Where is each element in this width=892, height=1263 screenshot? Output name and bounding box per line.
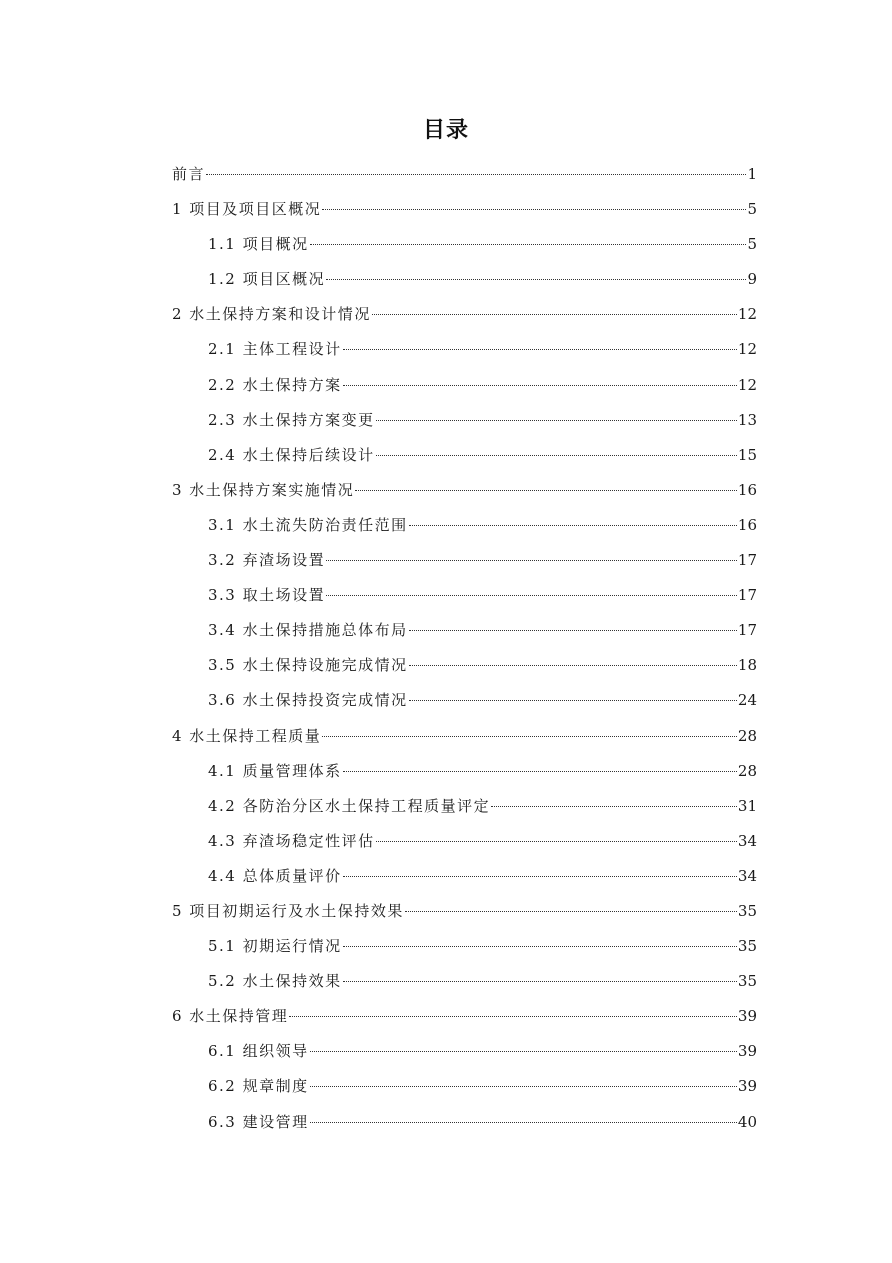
toc-entry-page-number: 35 [737,937,757,956]
toc-dot-leader [491,806,737,807]
toc-entry-page-number: 24 [737,691,757,710]
toc-entry-label: 2.3 水土保持方案变更 [208,410,375,429]
table-of-contents [0,158,892,1141]
toc-entry[interactable] [0,193,892,228]
toc-entry-page-number: 17 [737,586,757,605]
toc-entry[interactable] [0,825,892,860]
toc-dot-leader [326,595,737,596]
toc-dot-leader [376,841,737,842]
toc-entry[interactable] [0,755,892,790]
toc-entry[interactable] [0,1035,892,1070]
toc-entry-page-number: 5 [747,235,757,254]
toc-entry-label: 6.2 规章制度 [208,1077,309,1096]
toc-dot-leader [343,876,737,877]
toc-entry-page-number: 28 [737,726,757,745]
toc-dot-leader [405,911,737,912]
toc-entry[interactable] [0,965,892,1000]
toc-entry-page-number: 39 [737,1042,757,1061]
toc-dot-leader [409,525,737,526]
toc-entry-page-number: 35 [737,901,757,920]
toc-entry-label: 6 水土保持管理 [172,1007,289,1026]
toc-entry-page-number: 35 [737,972,757,991]
toc-dot-leader [326,560,737,561]
toc-entry-page-number: 39 [737,1007,757,1026]
toc-entry-label: 3.1 水土流失防治责任范围 [208,515,408,534]
toc-dot-leader [376,420,737,421]
toc-entry[interactable] [0,649,892,684]
toc-entry[interactable] [0,860,892,895]
toc-entry-page-number: 16 [737,515,757,534]
toc-dot-leader [310,1122,737,1123]
toc-entry-label: 3.5 水土保持设施完成情况 [208,656,408,675]
toc-entry-label: 5.2 水土保持效果 [208,972,342,991]
toc-entry-label: 6.3 建设管理 [208,1112,309,1131]
toc-entry-label: 5 项目初期运行及水土保持效果 [172,901,404,920]
toc-entry-label: 4.3 弃渣场稳定性评估 [208,831,375,850]
toc-dot-leader [322,736,737,737]
toc-entry-page-number: 12 [737,340,757,359]
toc-entry-page-number: 31 [737,796,757,815]
toc-entry-page-number: 39 [737,1077,757,1096]
toc-entry-label: 2 水土保持方案和设计情况 [172,305,371,324]
toc-entry-page-number: 1 [747,165,757,183]
toc-dot-leader [310,1051,737,1052]
toc-dot-leader [409,700,737,701]
toc-entry[interactable] [0,509,892,544]
toc-entry-label: 5.1 初期运行情况 [208,937,342,956]
toc-entry-page-number: 13 [737,410,757,429]
toc-entry-page-number: 17 [737,621,757,640]
toc-entry-label: 3 水土保持方案实施情况 [172,480,355,499]
toc-dot-leader [343,981,737,982]
toc-entry[interactable] [0,404,892,439]
toc-entry-label: 3.6 水土保持投资完成情况 [208,691,408,710]
toc-dot-leader [326,279,746,280]
toc-entry[interactable] [0,1070,892,1105]
toc-entry[interactable] [0,439,892,474]
toc-entry-label: 2.4 水土保持后续设计 [208,445,375,464]
toc-entry[interactable] [0,228,892,263]
toc-entry[interactable] [0,369,892,404]
toc-entry-label: 1.1 项目概况 [208,235,309,254]
toc-entry-label: 4.2 各防治分区水土保持工程质量评定 [208,796,491,815]
toc-entry-page-number: 15 [737,445,757,464]
toc-entry[interactable] [0,333,892,368]
toc-dot-leader [409,630,737,631]
toc-dot-leader [343,771,737,772]
toc-entry-label: 4 水土保持工程质量 [172,726,322,745]
toc-entry[interactable] [0,474,892,509]
toc-entry-page-number: 12 [737,375,757,394]
toc-entry-label: 3.3 取土场设置 [208,586,326,605]
toc-entry-page-number: 34 [737,866,757,885]
toc-dot-leader [289,1016,737,1017]
toc-entry[interactable] [0,895,892,930]
toc-entry[interactable] [0,158,892,193]
toc-entry-page-number: 28 [737,761,757,780]
toc-entry[interactable] [0,930,892,965]
toc-dot-leader [322,209,746,210]
toc-dot-leader [409,665,737,666]
toc-entry-page-number: 17 [737,551,757,570]
toc-entry-page-number: 16 [737,480,757,499]
toc-entry-page-number: 34 [737,831,757,850]
toc-entry-label: 2.2 水土保持方案 [208,375,342,394]
toc-entry-page-number: 12 [737,305,757,324]
toc-dot-leader [376,455,737,456]
toc-entry[interactable] [0,720,892,755]
toc-entry[interactable] [0,544,892,579]
toc-dot-leader [343,349,737,350]
toc-entry[interactable] [0,298,892,333]
toc-entry-page-number: 18 [737,656,757,675]
toc-entry[interactable] [0,790,892,825]
toc-entry-page-number: 5 [747,200,757,219]
toc-entry[interactable] [0,1106,892,1141]
toc-entry[interactable] [0,1000,892,1035]
toc-dot-leader [206,174,746,175]
toc-dot-leader [343,946,737,947]
toc-entry[interactable] [0,614,892,649]
toc-entry-label: 前言 [172,165,206,183]
toc-entry-label: 1 项目及项目区概况 [172,200,322,219]
toc-entry-label: 1.2 项目区概况 [208,270,326,289]
toc-entry-label: 4.1 质量管理体系 [208,761,342,780]
toc-entry-label: 6.1 组织领导 [208,1042,309,1061]
toc-entry[interactable] [0,684,892,719]
toc-entry-label: 3.2 弃渣场设置 [208,551,326,570]
toc-entry-label: 4.4 总体质量评价 [208,866,342,885]
page-title: 目录 [422,118,469,143]
toc-entry-label: 3.4 水土保持措施总体布局 [208,621,408,640]
toc-entry-page-number: 9 [747,270,757,289]
toc-dot-leader [310,244,747,245]
toc-entry[interactable] [0,263,892,298]
toc-entry-page-number: 40 [737,1112,757,1131]
toc-dot-leader [372,314,737,315]
toc-entry[interactable] [0,579,892,614]
toc-entry-label: 2.1 主体工程设计 [208,340,342,359]
toc-dot-leader [343,385,737,386]
toc-dot-leader [310,1086,737,1087]
toc-dot-leader [355,490,737,491]
